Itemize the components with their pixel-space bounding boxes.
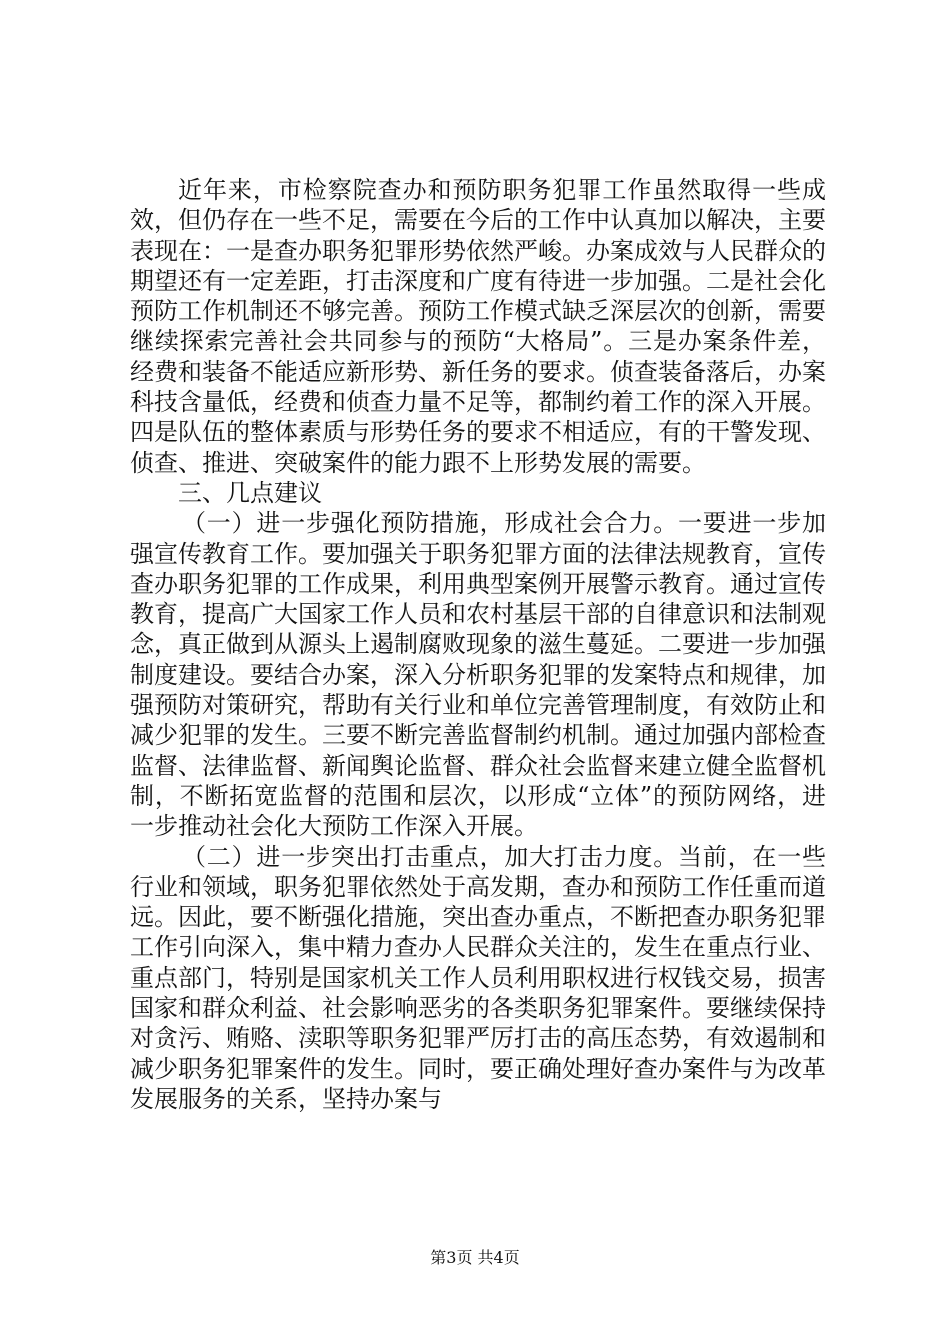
section-heading-suggestions: 三、几点建议 — [178, 478, 322, 507]
paragraph-crackdown-focus: （二）进一步突出打击重点，加大打击力度。当前，在一些行业和领域，职务犯罪依然处于高发期，查办和预防工作任重而道远。因此，要不断强化措施，突出查办重点，不断把查办职务犯罪工作引向深入，集中精力查办人民群众关注的，发生在重点行业、重点部门，特别是国家机关工作人员利用职权进行权钱交易，损害国家和群众利益、社会影响恶劣的各类职务犯罪案件。要继续保持对贪污、贿赂、渎职等职务犯罪严厉打击的高压态势，有效遏制和减少职务犯罪案件的发生。同时，要正确处理好查办案件与为改革发展服务的关系，坚持办案与 — [130, 842, 826, 1113]
paragraph-prevention-measures: （一）进一步强化预防措施，形成社会合力。一要进一步加强宣传教育工作。要加强关于职务犯罪方面的法律法规教育，宣传查办职务犯罪的工作成果，利用典型案例开展警示教育。通过宣传教育，提高广大国家工作人员和农村基层干部的自律意识和法制观念，真正做到从源头上遏制腐败现象的滋生蔓延。二要进一步加强制度建设。要结合办案，深入分析职务犯罪的发案特点和规律，加强预防对策研究，帮助有关行业和单位完善管理制度，有效防止和减少犯罪的发生。三要不断完善监督制约机制。通过加强内部检查监督、法律监督、新闻舆论监督、群众社会监督来建立健全监督机制，不断拓宽监督的范围和层次，以形成“立体”的预防网络，进一步推动社会化大预防工作深入开展。 — [130, 509, 826, 841]
page-number-footer: 第3页 共4页 — [430, 1248, 520, 1267]
paragraph-shortcomings: 近年来，市检察院查办和预防职务犯罪工作虽然取得一些成效，但仍存在一些不足，需要在今后的工作中认真加以解决，主要表现在：一是查办职务犯罪形势依然严峻。办案成效与人民群众的期望还有一定差距，打击深度和广度有待进一步加强。二是社会化预防工作机制还不够完善。预防工作模式缺乏深层次的创新，需要继续探索完善社会共同参与的预防“大格局”。三是办案条件差，经费和装备不能适应新形势、新任务的要求。侦查装备落后，办案科技含量低，经费和侦查力量不足等，都制约着工作的深入开展。四是队伍的整体素质与形势任务的要求不相适应，有的干警发现、侦查、推进、突破案件的能力跟不上形势发展的需要。 — [130, 176, 826, 477]
document-body — [130, 175, 826, 1114]
